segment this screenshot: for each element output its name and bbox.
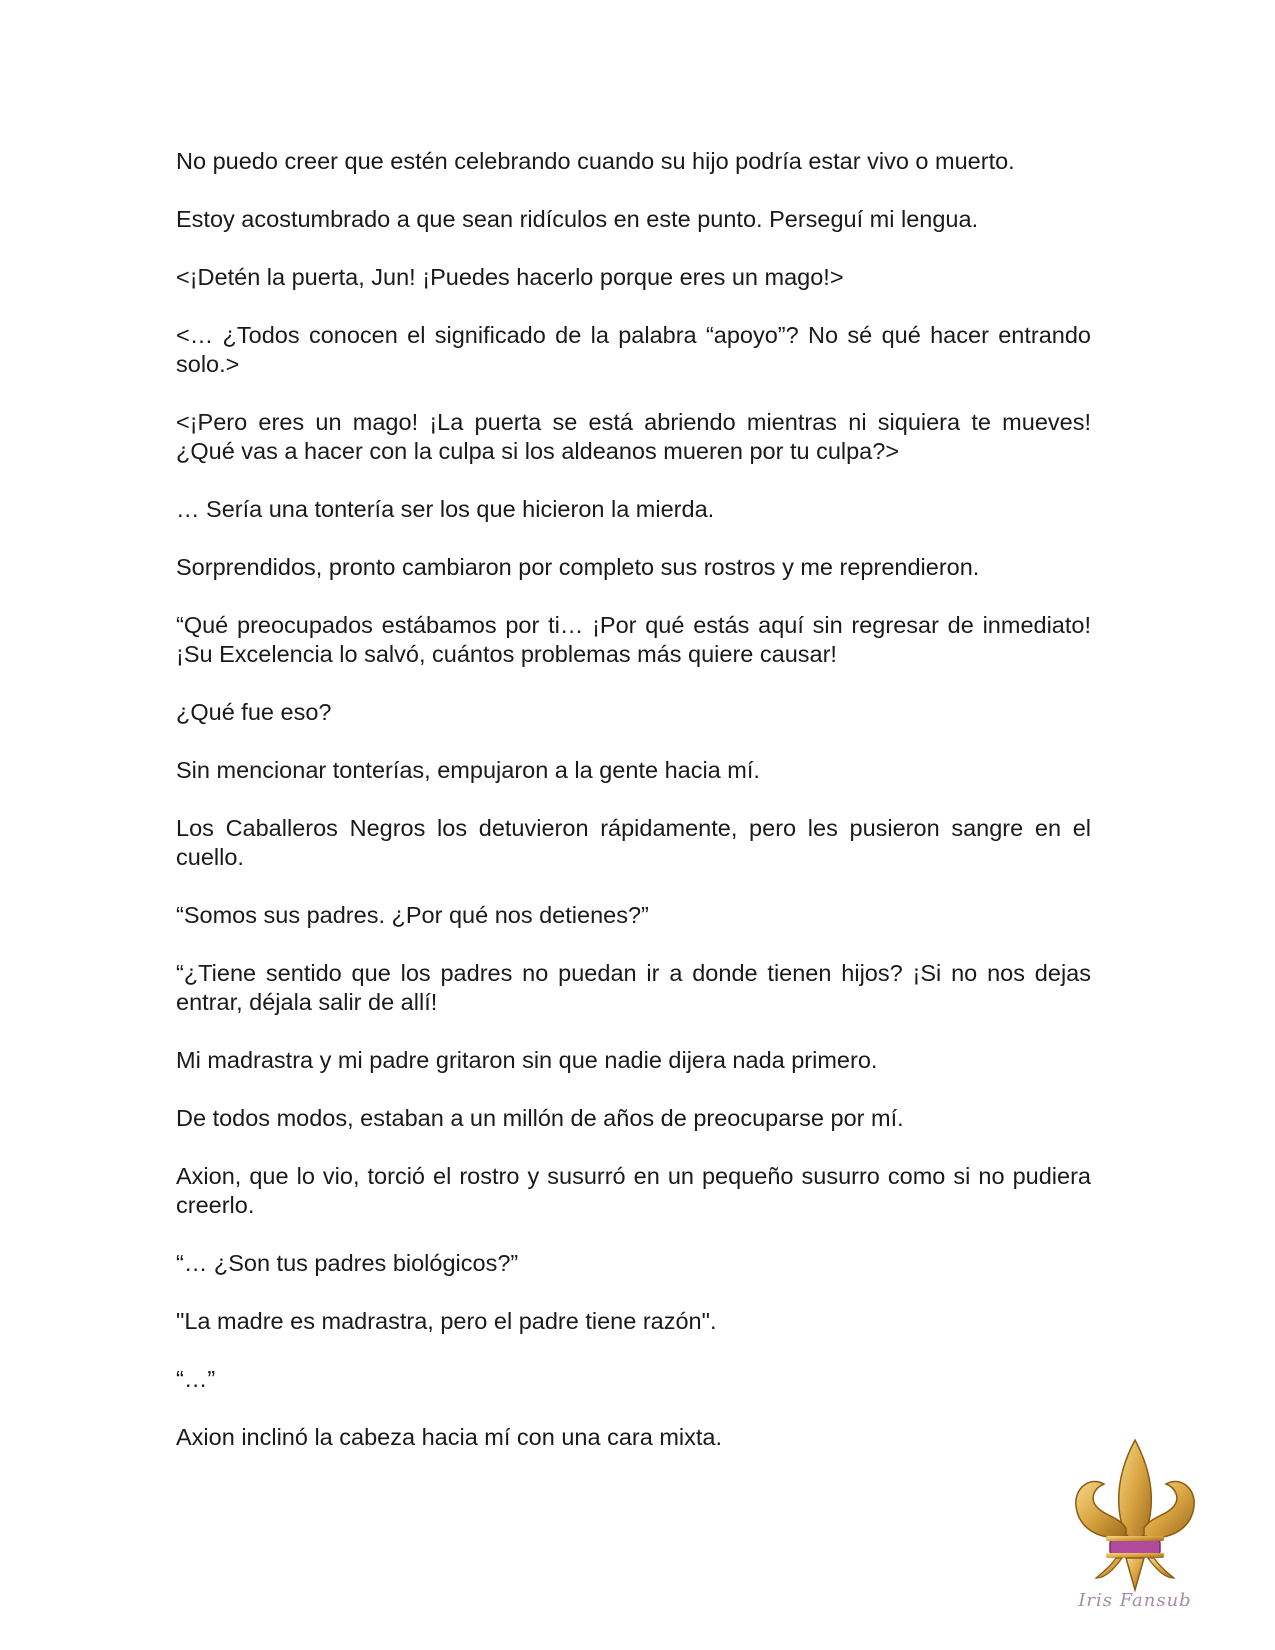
- paragraph: “Somos sus padres. ¿Por qué nos detienes?”: [176, 902, 649, 928]
- text-body: [176, 147, 1091, 1481]
- paragraph: “… ¿Son tus padres biológicos?”: [176, 1250, 519, 1276]
- paragraph: Sorprendidos, pronto cambiaron por completo sus rostros y me reprendieron.: [176, 554, 980, 580]
- paragraph: “Qué preocupados estábamos por ti… ¡Por qué estás aquí sin regresar de inmediato! ¡Su Excelencia lo salvó, cuántos problemas más quiere causar!: [176, 612, 1091, 667]
- paragraph: Mi madrastra y mi padre gritaron sin que nadie dijera nada primero.: [176, 1047, 878, 1073]
- paragraph: <¡Detén la puerta, Jun! ¡Puedes hacerlo porque eres un mago!>: [176, 264, 844, 290]
- paragraph: … Sería una tontería ser los que hicieron la mierda.: [176, 496, 715, 522]
- paragraph: Axion, que lo vio, torció el rostro y susurró en un pequeño susurro como si no pudiera creerlo.: [176, 1163, 1091, 1218]
- paragraph: <¡Pero eres un mago! ¡La puerta se está abriendo mientras ni siquiera te mueves! ¿Qué vas a hacer con la culpa si los aldeanos mueren por tu culpa?>: [176, 409, 1091, 464]
- paragraph: ¿Qué fue eso?: [176, 699, 332, 725]
- paragraph: Estoy acostumbrado a que sean ridículos en este punto. Perseguí mi lengua.: [176, 206, 979, 232]
- paragraph: Sin mencionar tonterías, empujaron a la gente hacia mí.: [176, 757, 760, 783]
- paragraph: “¿Tiene sentido que los padres no puedan ir a donde tienen hijos? ¡Si no nos dejas entrar, déjala salir de allí!: [176, 960, 1091, 1015]
- paragraph: No puedo creer que estén celebrando cuando su hijo podría estar vivo o muerto.: [176, 148, 1015, 174]
- paragraph: Los Caballeros Negros los detuvieron rápidamente, pero les pusieron sangre en el cuello.: [176, 815, 1091, 870]
- paragraph: “…”: [176, 1366, 216, 1392]
- paragraph: <… ¿Todos conocen el significado de la palabra “apoyo”? No sé qué hacer entrando solo.>: [176, 322, 1091, 377]
- paragraph: Axion inclinó la cabeza hacia mí con una cara mixta.: [176, 1424, 723, 1450]
- watermark-text: Iris Fansub: [1078, 1590, 1192, 1611]
- paragraph: De todos modos, estaban a un millón de años de preocuparse por mí.: [176, 1105, 904, 1131]
- paragraph: "La madre es madrastra, pero el padre tiene razón".: [176, 1308, 717, 1334]
